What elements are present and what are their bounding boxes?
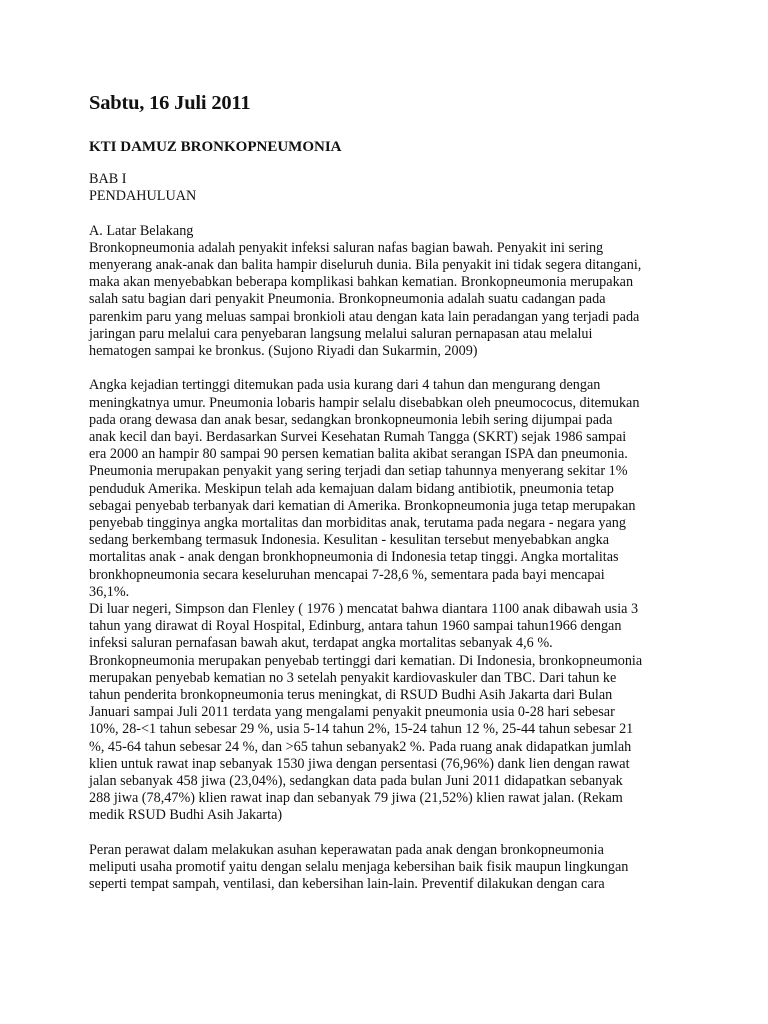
text-line: era 2000 an hampir 80 sampai 90 persen kematian balita akibat serangan ISPA dan pneumonia. (89, 446, 628, 463)
chapter-title: PENDAHULUAN (89, 188, 197, 205)
text-line: sebagai penyebab terbanyak dari kematian di Amerika. Bronkopneumonia juga tetap merupakan (89, 497, 636, 514)
text-line: meningkatnya umur. Pneumonia lobaris hampir selalu disebabkan oleh pneumococus, ditemukan (89, 394, 640, 411)
chapter-number: BAB I (89, 171, 127, 187)
text-line: pada orang dewasa dan anak besar, sedangkan bronkopneumonia lebih sering dijumpai pada (89, 411, 613, 428)
text-line: 36,1%. (89, 583, 130, 600)
text-line: klien untuk rawat inap sebanyak 1530 jiwa dengan persentasi (76,96%) dank lien dengan rawat (89, 755, 630, 772)
text-line: 288 jiwa (78,47%) klien rawat inap dan sebanyak 79 jiwa (21,52%) klien rawat jalan. (Rekam (89, 790, 623, 807)
text-line: 10%, 28-<1 tahun sebesar 29 %, usia 5-14 tahun 2%, 15-24 tahun 12 %, 25-44 tahun sebesar 21 (89, 721, 634, 738)
text-line: tahun penderita bronkopneumonia terus meningkat, di RSUD Budhi Asih Jakarta dari Bulan (89, 687, 613, 704)
text-line: bronkhopneumonia secara keseluruhan mencapai 7-28,6 %, sementara pada bayi mencapai (89, 566, 605, 583)
text-line: hematogen sampai ke bronkus. (Sujono Riyadi dan Sukarmin, 2009) (89, 343, 478, 360)
paragraph-3 (89, 842, 689, 894)
text-line: Di luar negeri, Simpson dan Flenley ( 1976 ) mencatat bahwa diantara 1100 anak dibawah usia 3 (89, 601, 639, 618)
text-line: parenkim paru yang meluas sampai bronkioli atau dengan kata lain peradangan yang terjadi pada (89, 308, 640, 325)
text-line: meliputi usaha promotif yaitu dengan selalu menjaga kebersihan baik fisik maupun lingkungan (89, 859, 629, 876)
text-line: sedang berkembang termasuk Indonesia. Kesulitan - kesulitan tersebut menyebabkan angka (89, 532, 610, 549)
text-line: Bronkopneumonia merupakan penyebab tertinggi dari kematian. Di Indonesia, bronkopneumonia (89, 652, 643, 669)
text-line: mortalitas anak - anak dengan bronkhopneumonia di Indonesia tetap tinggi. Angka mortalitas (89, 549, 619, 566)
text-line: jaringan paru melalui cara penyebaran langsung melalui saluran pernapasan atau melalui (89, 325, 593, 342)
text-line: anak kecil dan bayi. Berdasarkan Survei Kesehatan Rumah Tangga (SKRT) sejak 1986 sampai (89, 429, 627, 446)
text-line: Angka kejadian tertinggi ditemukan pada usia kurang dari 4 tahun dan mengurang dengan (89, 377, 601, 394)
section-heading: A. Latar Belakang (89, 222, 194, 239)
text-line: menyerang anak-anak dan balita hampir diseluruh dunia. Bila penyakit ini tidak segera ditangani, (89, 257, 642, 273)
text-line: penduduk Amerika. Meskipun telah ada kemajuan dalam bidang antibiotik, pneumonia tetap (89, 480, 614, 497)
paragraph-1 (89, 240, 689, 360)
text-line: maka akan menyebabkan beberapa komplikasi bahkan kematian. Bronkopneumonia merupakan (89, 274, 634, 291)
text-line: seperti tempat sampah, ventilasi, dan kebersihan lain-lain. Preventif dilakukan dengan cara (89, 876, 605, 893)
spacer (89, 825, 689, 842)
text-line: tahun yang dirawat di Royal Hospital, Edinburg, antara tahun 1960 sampai tahun1966 dengan (89, 618, 622, 635)
text-line: Bronkopneumonia adalah penyakit infeksi saluran nafas bagian bawah. Penyakit ini sering (89, 239, 604, 256)
text-line: merupakan penyebab kematian no 3 setelah penyakit kardiovaskuler dan TBC. Dari tahun ke (89, 669, 617, 686)
text-line: %, 45-64 tahun sebesar 24 %, dan >65 tahun sebanyak2 %. Pada ruang anak didapatkan jumlah (89, 738, 632, 755)
document-page (89, 88, 689, 893)
text-line: Januari sampai Juli 2011 terdata yang mengalami penyakit pneumonia usia 0-28 hari sebesar (89, 704, 615, 721)
text-line: medik RSUD Budhi Asih Jakarta) (89, 807, 283, 824)
spacer (89, 360, 689, 377)
text-line: penyebab tingginya angka mortalitas dan morbiditas anak, terutama pada negara - negara yang (89, 515, 626, 532)
text-line: salah satu bagian dari penyakit Pneumonia. Bronkopneumonia adalah suatu cadangan pada (89, 291, 606, 308)
spacer (89, 205, 689, 222)
text-line: jalan sebanyak 458 jiwa (23,04%), sedangkan data pada bulan Juni 2011 didapatkan sebanyak (89, 773, 623, 790)
post-body (89, 171, 689, 893)
text-line: infeksi saluran pernafasan bawah akut, terdapat angka mortalitas sebanyak 4,6 %. (89, 635, 553, 652)
text-line: Peran perawat dalam melakukan asuhan keperawatan pada anak dengan bronkopneumonia (89, 841, 604, 858)
post-date: Sabtu, 16 Juli 2011 (89, 92, 251, 114)
paragraph-2 (89, 377, 689, 824)
post-title: KTI DAMUZ BRONKOPNEUMONIA (89, 139, 342, 155)
text-line: Pneumonia merupakan penyakit yang sering terjadi dan setiap tahunnya menyerang sekitar 1% (89, 463, 628, 480)
